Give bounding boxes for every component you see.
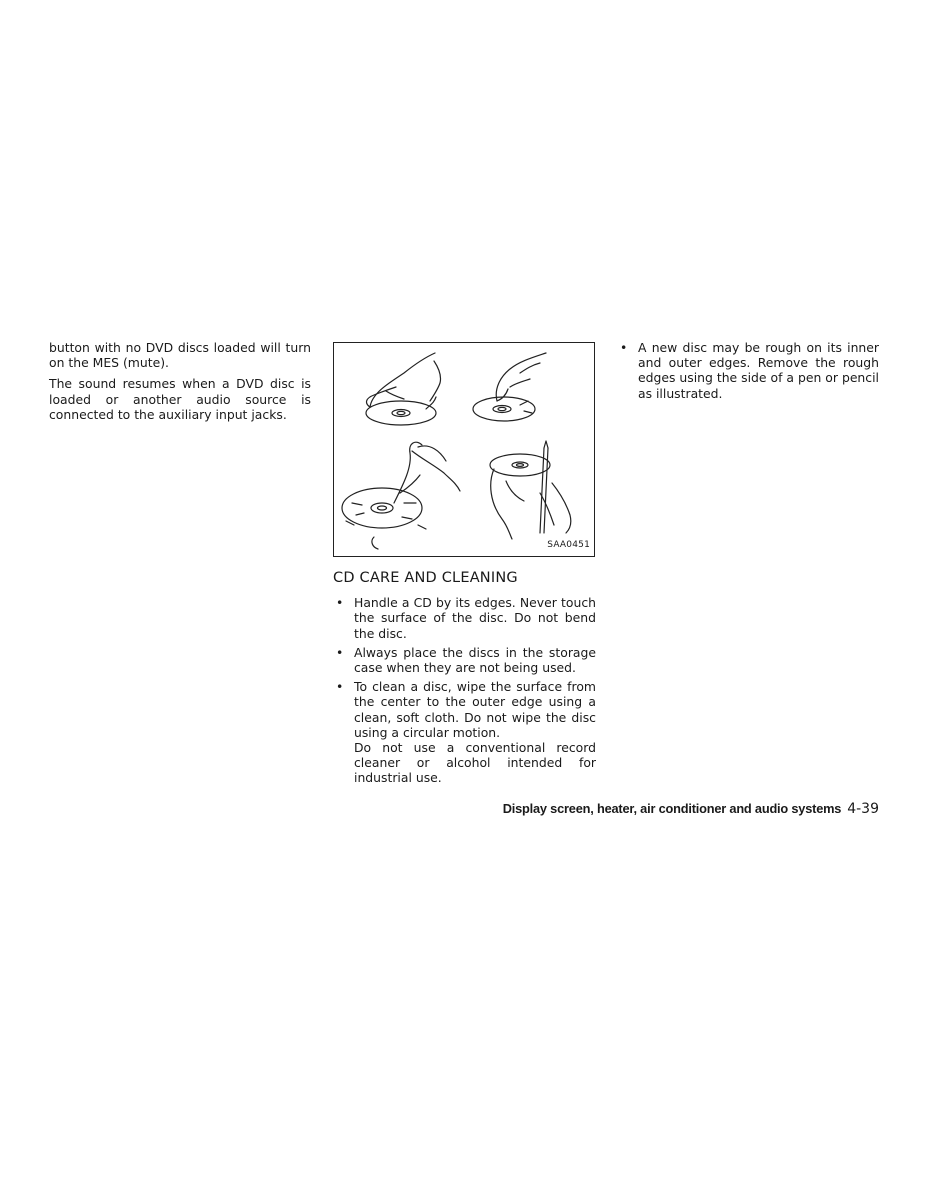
bullet-icon: • (620, 340, 628, 355)
page-number: 4-39 (847, 801, 879, 817)
footer-section-title: Display screen, heater, air conditioner and audio systems (502, 801, 842, 816)
cd-care-list (333, 595, 596, 785)
section-heading: CD CARE AND CLEANING (333, 570, 518, 586)
new-disc-list (617, 340, 879, 401)
cd-care-figure (333, 342, 595, 557)
paragraph-sound-resumes: The sound resumes when a DVD disc is loaded or another audio source is connected to the auxiliary input jacks. (49, 376, 311, 422)
figure-id-label: SAA0451 (547, 539, 590, 550)
left-column (49, 340, 311, 428)
list-item (333, 679, 596, 785)
list-item-continuation: Do not use a conventional record cleaner or alcohol intended for industrial use. (354, 740, 596, 786)
page-footer (430, 798, 879, 818)
list-item (617, 340, 879, 401)
bullet-icon: • (336, 595, 344, 611)
list-item-text: Handle a CD by its edges. Never touch the surface of the disc. Do not bend the disc. (354, 595, 596, 641)
pencil-smoothing-edge-icon (490, 441, 571, 539)
list-item (333, 645, 596, 675)
paragraph-mute-note: button with no DVD discs loaded will turn on the MES (mute). (49, 340, 311, 371)
bullet-icon: • (336, 679, 344, 695)
wiping-disc-icon (342, 442, 460, 549)
list-item (333, 595, 596, 641)
cd-handling-illustration-icon (334, 343, 596, 558)
list-item-text: A new disc may be rough on its inner and outer edges. Remove the rough edges using the side of a pen or pencil as illustrated. (638, 340, 879, 401)
bullet-icon: • (336, 644, 344, 660)
middle-column (333, 342, 596, 790)
right-column (617, 340, 879, 405)
list-item-text: Always place the discs in the storage case when they are not being used. (354, 644, 596, 676)
finger-on-center-icon (473, 353, 546, 421)
disc-held-by-edges-icon (366, 353, 441, 425)
list-item-text: To clean a disc, wipe the surface from the center to the outer edge using a clean, soft cloth. Do not wipe the disc using a circular motion. (354, 679, 596, 740)
